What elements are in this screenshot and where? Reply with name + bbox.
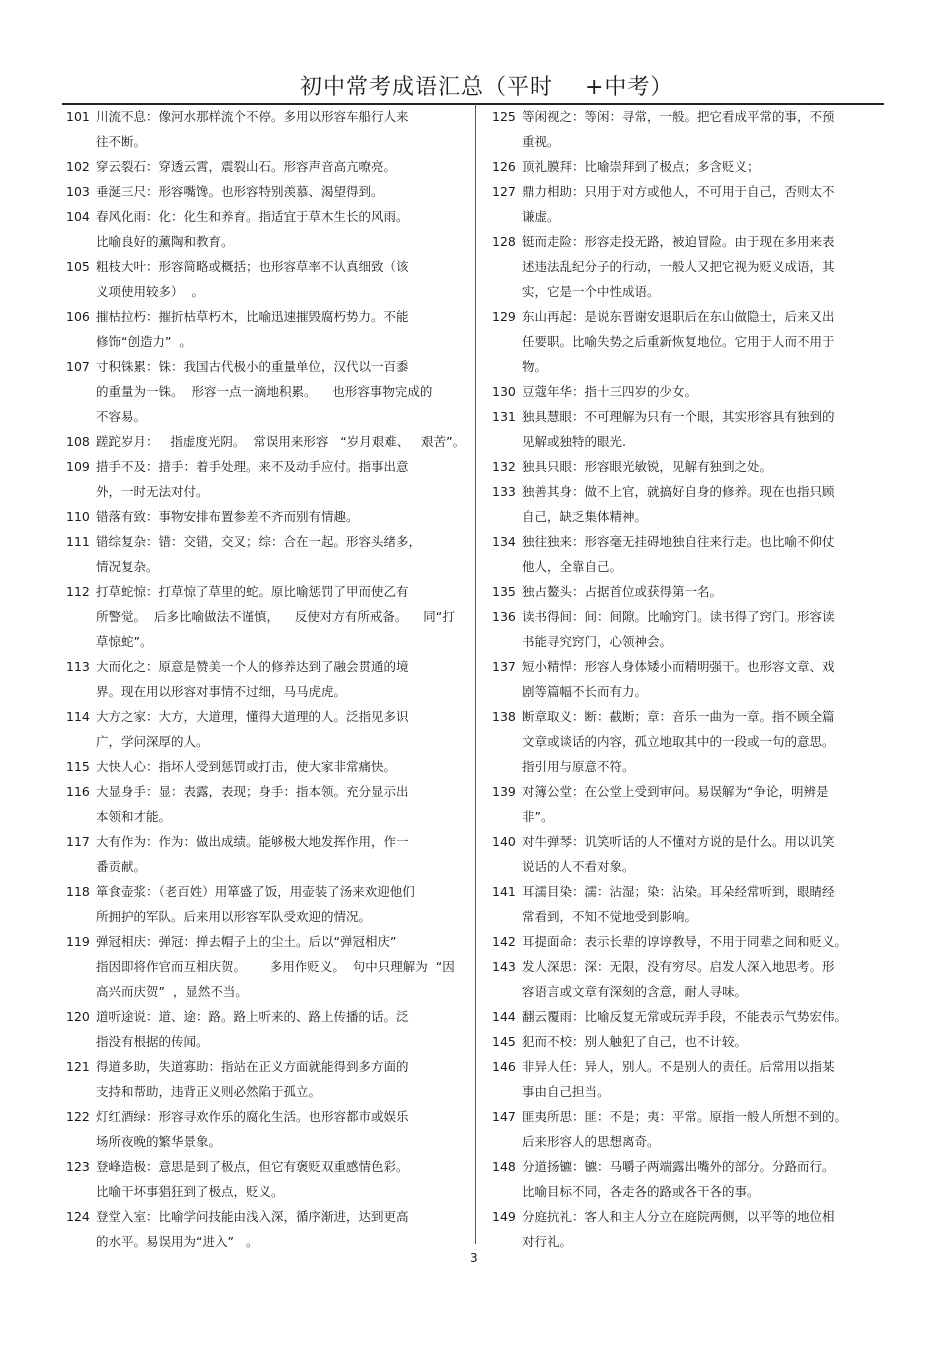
entry-text: 错落有致：事物安排布置参差不齐而别有情趣。: [96, 509, 359, 524]
entry-text: 断章取义：断：截断；章：音乐一曲为一章。指不顾全篇: [522, 709, 835, 724]
idiom-entry: [492, 104, 854, 154]
entry-text-continued: 情况复杂。: [96, 559, 159, 574]
entry-number: 111: [66, 534, 90, 549]
entry-number: 122: [66, 1109, 90, 1124]
entry-text-continued: 他人，全靠自己。: [522, 559, 623, 574]
entry-number: 110: [66, 509, 90, 524]
entry-number: 128: [492, 234, 516, 249]
entry-text: 道听途说：道、途：路。路上听来的、路上传播的话。泛: [96, 1009, 409, 1024]
entry-number: 149: [492, 1209, 516, 1224]
entry-text-continued: 说话的人不看对象。: [522, 859, 635, 874]
entry-text: 耳濡目染：濡：沾湿；染：沾染。耳朵经常听到，眼睛经: [522, 884, 835, 899]
entry-text: 穿云裂石：穿透云霄，震裂山石。形容声音高亢嘹亮。: [96, 159, 397, 174]
entry-text-continued: 比喻良好的薰陶和教育。: [96, 234, 234, 249]
idiom-entry: [66, 304, 461, 354]
entry-text: 登堂入室：比喻学问技能由浅入深，循序渐进，达到更高: [96, 1209, 409, 1224]
entry-number: 125: [492, 109, 516, 124]
entry-text: 错综复杂：错：交错，交叉；综：合在一起。形容头绪多，: [96, 534, 422, 549]
entry-number: 148: [492, 1159, 516, 1174]
entry-text: 读书得间：间：间隙。比喻窍门。读书得了窍门。形容读: [522, 609, 835, 624]
entry-text-continued: 广，学问深厚的人。: [96, 734, 209, 749]
idiom-entry: [492, 954, 854, 1004]
entry-text: 大而化之：原意是赞美一个人的修养达到了融会贯通的境: [96, 659, 409, 674]
entry-text-continued: 界。现在用以形容对事情不过细，马马虎虎。: [96, 684, 347, 699]
idiom-entry: [492, 404, 854, 454]
entry-text: 鼎力相助：只用于对方或他人，不可用于自己，否则太不: [522, 184, 835, 199]
entry-text-continued: 指没有根据的传闻。: [96, 1034, 209, 1049]
entry-number: 119: [66, 934, 90, 949]
idiom-entry: [492, 454, 854, 479]
entry-text-continued: 文章或谈话的内容，孤立地取其中的一段或一句的意思。: [522, 734, 835, 749]
idiom-entry: [492, 1004, 854, 1029]
entry-text-continued: 的重量为一铢。 形容一点一滴地积累。 也形容事物完成的: [96, 384, 433, 399]
idiom-entry: [66, 779, 461, 829]
entry-text-continued: 外，一时无法对付。: [96, 484, 209, 499]
entry-text-continued: 剧等篇幅不长而有力。: [522, 684, 648, 699]
entry-text-continued: 述违法乱纪分子的行动，一般人又把它视为贬义成语，其: [522, 259, 835, 274]
entry-text: 寸积铢累：铢：我国古代极小的重量单位，汉代以一百黍: [96, 359, 409, 374]
entry-text-continued: 重视。: [522, 134, 560, 149]
entry-text: 铤而走险：形容走投无路，被迫冒险。由于现在多用来表: [522, 234, 835, 249]
entry-number: 131: [492, 409, 516, 424]
entry-text: 犯而不校：别人触犯了自己，也不计较。: [522, 1034, 748, 1049]
entry-number: 136: [492, 609, 516, 624]
idiom-entry: [66, 1104, 461, 1154]
idiom-entry: [492, 879, 854, 929]
idiom-entry: [66, 754, 461, 779]
idiom-entry: [66, 704, 461, 754]
entry-text: 东山再起：是说东晋谢安退职后在东山做隐士，后来又出: [522, 309, 835, 324]
entry-text-continued: 谦虚。: [522, 209, 560, 224]
entry-text-continued: 指引用与原意不符。: [522, 759, 635, 774]
entry-number: 118: [66, 884, 90, 899]
entry-number: 121: [66, 1059, 90, 1074]
entry-text-continued: 物。: [522, 359, 548, 374]
entry-number: 138: [492, 709, 516, 724]
entry-text-continued: 实，它是一个中性成语。: [522, 284, 660, 299]
entry-text: 蹉跎岁月： 指虚度光阴。 常误用来形容 “岁月艰难、 艰苦”。: [96, 434, 466, 449]
entry-text: 分庭抗礼：客人和主人分立在庭院两侧，以平等的地位相: [522, 1209, 835, 1224]
entry-text: 等闲视之：等闲：寻常，一般。把它看成平常的事，不预: [522, 109, 835, 124]
entry-number: 107: [66, 359, 90, 374]
entry-text-continued: 所拥护的军队。后来用以形容军队受欢迎的情况。: [96, 909, 372, 924]
entry-text: 摧枯拉朽：摧折枯草朽木，比喻迅速摧毁腐朽势力。不能: [96, 309, 409, 324]
entry-text-continued: 后来形容人的思想离奇。: [522, 1134, 660, 1149]
entry-number: 147: [492, 1109, 516, 1124]
entry-number: 103: [66, 184, 90, 199]
entry-text: 措手不及：措手：着手处理。来不及动手应付。指事出意: [96, 459, 409, 474]
entry-text-continued: 所警觉。 后多比喻做法不谨慎， 反使对方有所戒备。 同“打: [96, 609, 455, 624]
entry-text: 春风化雨：化：化生和养育。指适宜于草木生长的风雨。: [96, 209, 409, 224]
idiom-entry: [66, 1154, 461, 1204]
idiom-entry: [66, 504, 461, 529]
entry-number: 146: [492, 1059, 516, 1074]
idiom-entry: [66, 454, 461, 504]
entry-text-continued: 对行礼。: [522, 1234, 573, 1249]
entry-number: 135: [492, 584, 516, 599]
entry-text: 独占鳌头：占据首位或获得第一名。: [522, 584, 723, 599]
idiom-entry: [66, 879, 461, 929]
entry-text-continued: 义项使用较多） 。: [96, 284, 204, 299]
idiom-entry: [492, 829, 854, 879]
idiom-entry: [492, 604, 854, 654]
entry-text: 顶礼膜拜：比喻崇拜到了极点；多含贬义；: [522, 159, 760, 174]
idiom-entry: [492, 779, 854, 829]
entry-text: 大显身手：显：表露，表现；身手：指本领。充分显示出: [96, 784, 409, 799]
idiom-entry: [66, 254, 461, 304]
entry-text: 灯红酒绿：形容寻欢作乐的腐化生活。也形容都市或娱乐: [96, 1109, 409, 1124]
idiom-entry: [66, 529, 461, 579]
entry-number: 123: [66, 1159, 90, 1174]
entry-text-continued: 容语言或文章有深刻的含意，耐人寻味。: [522, 984, 748, 999]
entry-text: 发人深思：深：无限，没有穷尽。启发人深入地思考。形: [522, 959, 835, 974]
entry-text: 翻云覆雨：比喻反复无常或玩弄手段，不能表示气势宏伟。: [522, 1009, 848, 1024]
entry-number: 129: [492, 309, 516, 324]
entry-number: 134: [492, 534, 516, 549]
page-number: 3: [470, 1251, 478, 1265]
entry-text: 登峰造极：意思是到了极点，但它有褒贬双重感情色彩。: [96, 1159, 409, 1174]
entry-text-continued: 高兴而庆贺” ，显然不当。: [96, 984, 248, 999]
left-column: [66, 104, 466, 1254]
entry-number: 132: [492, 459, 516, 474]
entry-number: 117: [66, 834, 90, 849]
entry-text-continued: 常看到，不知不觉地受到影响。: [522, 909, 698, 924]
entry-number: 113: [66, 659, 90, 674]
entry-text: 大方之家：大方，大道理，懂得大道理的人。泛指见多识: [96, 709, 409, 724]
idiom-entry: [66, 579, 461, 654]
entry-text-continued: 指因即将作官而互相庆贺。 多用作贬义。 句中只理解为 “因: [96, 959, 455, 974]
idiom-entry: [492, 1104, 854, 1154]
idiom-entry: [492, 1154, 854, 1204]
entry-number: 104: [66, 209, 90, 224]
entry-number: 133: [492, 484, 516, 499]
entry-text: 弹冠相庆：弹冠：掸去帽子上的尘土。后以“弹冠相庆”: [96, 934, 397, 949]
entry-text: 大有作为：作为：做出成绩。能够极大地发挥作用，作一: [96, 834, 409, 849]
entry-text: 独具只眼：形容眼光敏锐，见解有独到之处。: [522, 459, 773, 474]
entry-number: 126: [492, 159, 516, 174]
entry-number: 130: [492, 384, 516, 399]
entry-text: 豆蔻年华：指十三四岁的少女。: [522, 384, 698, 399]
entry-number: 143: [492, 959, 516, 974]
entry-text: 对簿公堂：在公堂上受到审问。易误解为“争论，明辨是: [522, 784, 829, 799]
idiom-entry: [492, 304, 854, 379]
idiom-entry: [66, 179, 461, 204]
entry-number: 144: [492, 1009, 516, 1024]
entry-number: 112: [66, 584, 90, 599]
entry-text: 独具慧眼：不可理解为只有一个眼，其实形容具有独到的: [522, 409, 835, 424]
entry-number: 142: [492, 934, 516, 949]
entry-text-continued: 不容易。: [96, 409, 147, 424]
entry-text-continued: 往不断。: [96, 134, 147, 149]
entry-text-continued: 事由自己担当。: [522, 1084, 610, 1099]
entry-text: 分道扬镳：镳：马嚼子两端露出嘴外的部分。分路而行。: [522, 1159, 835, 1174]
entry-text: 短小精悍：形容人身体矮小而精明强干。也形容文章、戏: [522, 659, 835, 674]
idiom-entry: [66, 1054, 461, 1104]
entry-text: 川流不息：像河水那样流个不停。多用以形容车船行人来: [96, 109, 409, 124]
page-title: 初中常考成语汇总（平时 +中考）: [300, 75, 674, 100]
entry-text-continued: 见解或独特的眼光.: [522, 434, 626, 449]
entry-number: 108: [66, 434, 90, 449]
idiom-entry: [66, 1204, 461, 1254]
entry-text-continued: 书能寻究窍门，心领神会。: [522, 634, 673, 649]
entry-text-continued: 修饰“创造力” 。: [96, 334, 192, 349]
entry-text-continued: 场所夜晚的繁华景象。: [96, 1134, 222, 1149]
entry-text-continued: 非”。: [522, 809, 554, 824]
idiom-entry: [66, 154, 461, 179]
entry-text-continued: 草惊蛇”。: [96, 634, 153, 649]
entry-text: 耳提面命：表示长辈的谆谆教导，不用于同辈之间和贬义。: [522, 934, 848, 949]
entry-number: 116: [66, 784, 90, 799]
idiom-entry: [66, 354, 461, 429]
idiom-entry: [492, 579, 854, 604]
right-column: [492, 104, 854, 1254]
column-divider: [475, 104, 476, 1244]
entry-text-continued: 比喻目标不同，各走各的路或各干各的事。: [522, 1184, 760, 1199]
idiom-entry: [66, 929, 461, 1004]
entry-text-continued: 自己，缺乏集体精神。: [522, 509, 648, 524]
entry-text: 非异人任：异人，别人。不是别人的责任。后常用以指某: [522, 1059, 835, 1074]
entry-text: 匪夷所思：匪：不是；夷：平常。原指一般人所想不到的。: [522, 1109, 848, 1124]
idiom-entry: [492, 479, 854, 529]
idiom-entry: [492, 529, 854, 579]
idiom-entry: [66, 654, 461, 704]
idiom-entry: [66, 829, 461, 879]
entry-number: 106: [66, 309, 90, 324]
entry-number: 145: [492, 1034, 516, 1049]
entry-text-continued: 支持和帮助，违背正义则必然陷于孤立。: [96, 1084, 322, 1099]
entry-text: 打草蛇惊：打草惊了草里的蛇。原比喻惩罚了甲而使乙有: [96, 584, 409, 599]
entry-number: 120: [66, 1009, 90, 1024]
entry-number: 124: [66, 1209, 90, 1224]
idiom-entry: [66, 204, 461, 254]
idiom-entry: [66, 1004, 461, 1054]
entry-number: 140: [492, 834, 516, 849]
idiom-entry: [492, 1204, 854, 1254]
idiom-entry: [492, 929, 854, 954]
entry-text-continued: 比喻干坏事猖狂到了极点，贬义。: [96, 1184, 284, 1199]
entry-text: 大快人心：指坏人受到惩罚或打击，使大家非常痛快。: [96, 759, 397, 774]
entry-text: 箪食壶浆：（老百姓）用箪盛了饭，用壶装了汤来欢迎他们: [96, 884, 415, 899]
entry-number: 127: [492, 184, 516, 199]
entry-number: 137: [492, 659, 516, 674]
idiom-entry: [66, 429, 466, 454]
entry-number: 105: [66, 259, 90, 274]
entry-text-continued: 本领和才能。: [96, 809, 172, 824]
entry-number: 115: [66, 759, 90, 774]
idiom-entry: [492, 1054, 854, 1104]
entry-text: 对牛弹琴：讥笑听话的人不懂对方说的是什么。用以讥笑: [522, 834, 835, 849]
entry-number: 101: [66, 109, 90, 124]
entry-text: 独往独来：形容毫无挂碍地独自往来行走。也比喻不仰仗: [522, 534, 835, 549]
entry-text: 得道多助，失道寡助：指站在正义方面就能得到多方面的: [96, 1059, 409, 1074]
entry-text-continued: 番贡献。: [96, 859, 147, 874]
entry-number: 141: [492, 884, 516, 899]
idiom-entry: [66, 104, 461, 154]
entry-number: 114: [66, 709, 90, 724]
entry-text: 垂涎三尺：形容嘴馋。也形容特别羡慕、渴望得到。: [96, 184, 384, 199]
entry-text-continued: 任要职。比喻失势之后重新恢复地位。它用于人而不用于: [522, 334, 835, 349]
idiom-entry: [492, 704, 854, 779]
entry-number: 139: [492, 784, 516, 799]
idiom-entry: [492, 379, 854, 404]
entry-number: 109: [66, 459, 90, 474]
idiom-entry: [492, 179, 854, 229]
idiom-entry: [492, 1029, 854, 1054]
idiom-entry: [492, 229, 854, 304]
entry-text: 独善其身：做不上官，就搞好自身的修养。现在也指只顾: [522, 484, 835, 499]
idiom-entry: [492, 154, 854, 179]
idiom-entry: [492, 654, 854, 704]
entry-number: 102: [66, 159, 90, 174]
entry-text: 粗枝大叶：形容简略或概括；也形容草率不认真细致（该: [96, 259, 409, 274]
entry-text-continued: 的水平。易误用为“进入” 。: [96, 1234, 259, 1249]
